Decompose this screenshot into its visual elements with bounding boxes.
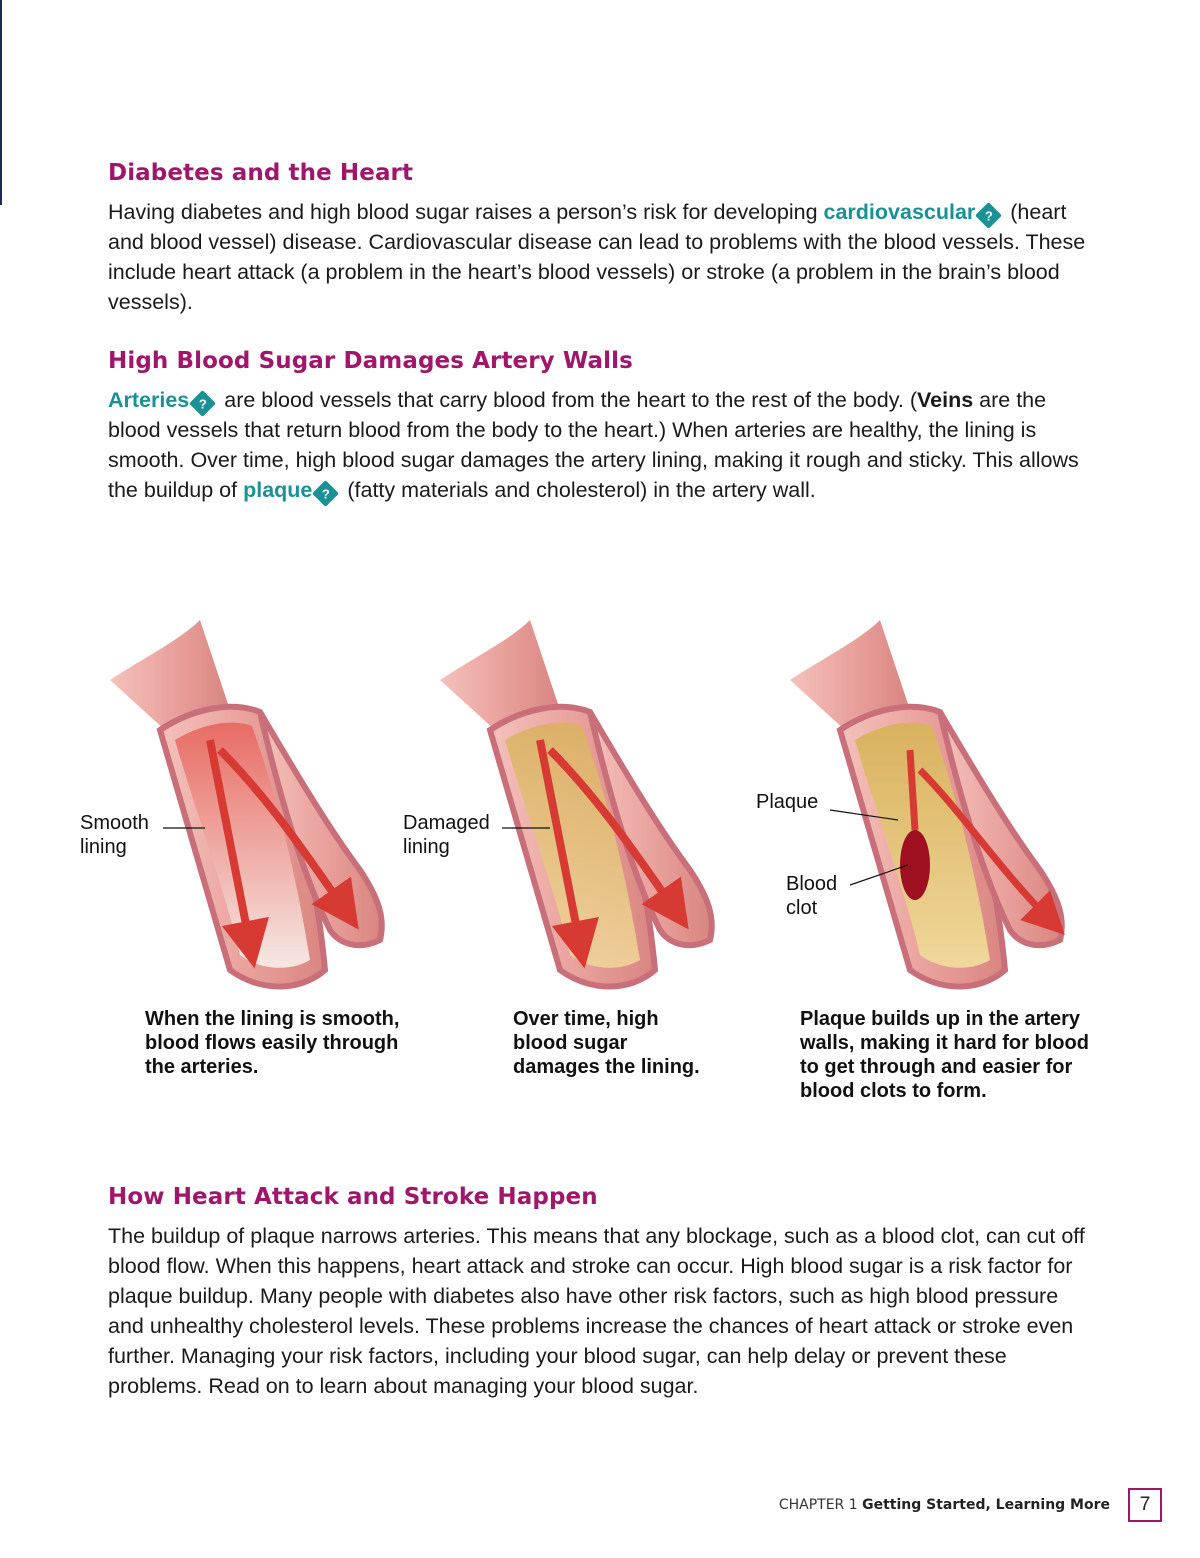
artery-plaque-clot [790, 620, 1062, 987]
label-smooth-lining: Smooth lining [80, 812, 149, 858]
section-heart-attack-stroke [108, 1184, 1098, 1401]
artery-damaged [440, 620, 712, 987]
glossary-diamond-icon[interactable]: ? [975, 202, 1002, 229]
section-diabetes-heart [108, 160, 1098, 317]
glossary-diamond-icon[interactable]: ? [312, 480, 339, 507]
section-heading: Diabetes and the Heart [108, 160, 414, 186]
section-artery-walls [108, 348, 1098, 505]
page-footer [779, 1487, 1162, 1523]
section-paragraph: The buildup of plaque narrows arteries. This means that any blockage, such as a blood clot, can cut off blood flow. When this happens, heart attack and stroke can occur. High blood sugar is a risk factor for plaque buildup. Many people with diabetes also have other risk factors, such as high blood pressure and unhealthy cholesterol levels. These problems increase the chances of heart attack or stroke even further. Managing your risk factors, including your blood sugar, can help delay or prevent these problems. Read on to learn about managing your blood sugar. [108, 1224, 1085, 1398]
chapter-label: CHAPTER 1 Getting Started, Learning More [778, 1497, 1110, 1513]
glossary-term-cardiovascular[interactable]: cardiovascular [823, 200, 976, 224]
caption-damaged: Over time, high blood sugar damages the lining. [513, 1008, 700, 1078]
glossary-term-plaque[interactable]: plaque [243, 478, 313, 502]
section-heading: High Blood Sugar Damages Artery Walls [108, 348, 633, 374]
artery-illustration [60, 600, 1140, 1120]
section-paragraph: Having diabetes and high blood sugar raises a person’s risk for developing cardiovascular ? (heart and blood vessel) disease. Cardiovascular disease can lead to problems with the blood vessels. These include heart attack (a problem in the heart’s blood vessels) or stroke (a problem in the brain’s blood vessels). [108, 200, 1086, 314]
caption-healthy: When the lining is smooth, blood flows easily through the arteries. [145, 1008, 400, 1078]
artery-healthy [110, 620, 382, 987]
section-paragraph: Arteries ? are blood vessels that carry blood from the heart to the rest of the body. (Veins are the blood vessels that return blood from the body to the heart.) When arteries are healthy, the lining is smooth. Over time, high blood sugar damages the artery lining, making it rough and sticky. This allows the buildup of plaque ? (fatty materials and cholesterol) in the artery wall. [108, 385, 1098, 505]
section-heading: How Heart Attack and Stroke Happen [108, 1184, 598, 1210]
label-damaged-lining: Damaged lining [403, 812, 490, 858]
glossary-term-arteries[interactable]: Arteries [108, 388, 190, 412]
glossary-diamond-icon[interactable]: ? [189, 390, 216, 417]
label-plaque: Plaque [756, 791, 819, 813]
caption-plaque: Plaque builds up in the artery walls, making it hard for blood to get through and easier for blood clots to form. [800, 1008, 1089, 1102]
page-edge-rule [0, 0, 2, 205]
label-blood-clot: Blood clot [786, 873, 838, 919]
page-number: 7 [1128, 1488, 1162, 1522]
